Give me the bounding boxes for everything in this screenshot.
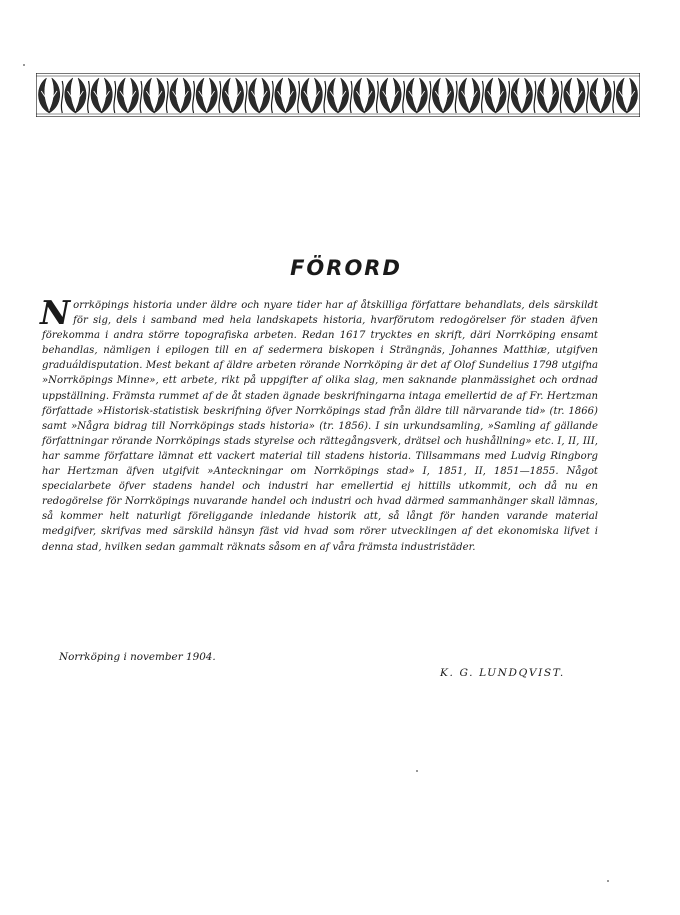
author-signature: K. G. LUNDQVIST. [440,667,565,679]
foreword-paragraph [40,293,598,555]
acanthus-leaf-frieze-icon [36,73,640,117]
paper-speck [23,64,25,66]
place-and-date: Norrköping i november 1904. [59,651,216,663]
drop-cap: N [40,293,71,332]
paper-speck [607,880,609,882]
page-title: FÖRORD [290,256,402,280]
foreword-body [40,293,598,555]
paper-speck [416,770,418,772]
foreword-text: orrköpings historia under äldre och nyare tider har af åtskilliga författare behandlats, dels särskildt för sig, dels i samband med hela landskapets historia, hvarförutom redogörelser för staden äfven förekomma i andra större topografiska arbeten. Redan 1617 trycktes en skrift, däri Norrköping ensamt behandlas, nämligen i epilogen till en af sedermera biskopen i Strängnäs, Johannes Matthiæ, utgifven graduáldisputation. Mest bekant af äldre arbeten rörande Norrköping är det af Olof Sundelius 1798 utgifna »Norrköpings Minne», ett arbete, rikt på uppgifter af olika slag, men saknande planmässighet och ordnad uppställning. Främsta rummet af de åt staden ägnade beskrifningarna intaga emellertid de af Fr. Hertzman författade »Historisk-statistisk beskrifning öfver Norrköpings stad från äldre till närvarande tid» (tr. 1866) samt »Några bidrag till Norrköpings stads historia» (tr. 1856). I sin urkundsamling, »Samling af gällande författningar rörande Norrköpings stads styrelse och rättegångsverk, drätsel och hushållning» etc. I, II, III, har samme författare lämnat ett vackert material till stadens historia. Tillsammans med Ludvig Ringborg har Hertzman äfven utgifvit »Anteckningar om Norrköpings stad» I, 1851, II, 1851—1855. Något specialarbete öfver stadens handel och industri har emellertid ej hittills utkommit, och då nu en redogörelse för Norrköpings nuvarande handel och industri och hvad därmed sammanhänger skall lämnas, så kommer helt naturligt föreliggande inledande historik att, så långt för handen varande material medgifver, skrifvas med särskild hänsyn fäst vid hvad som rörer utvecklingen af det ekonomiska lifvet i denna stad, hvilken sedan gammalt räknats såsom en af våra främsta industristäder. [42,300,598,553]
